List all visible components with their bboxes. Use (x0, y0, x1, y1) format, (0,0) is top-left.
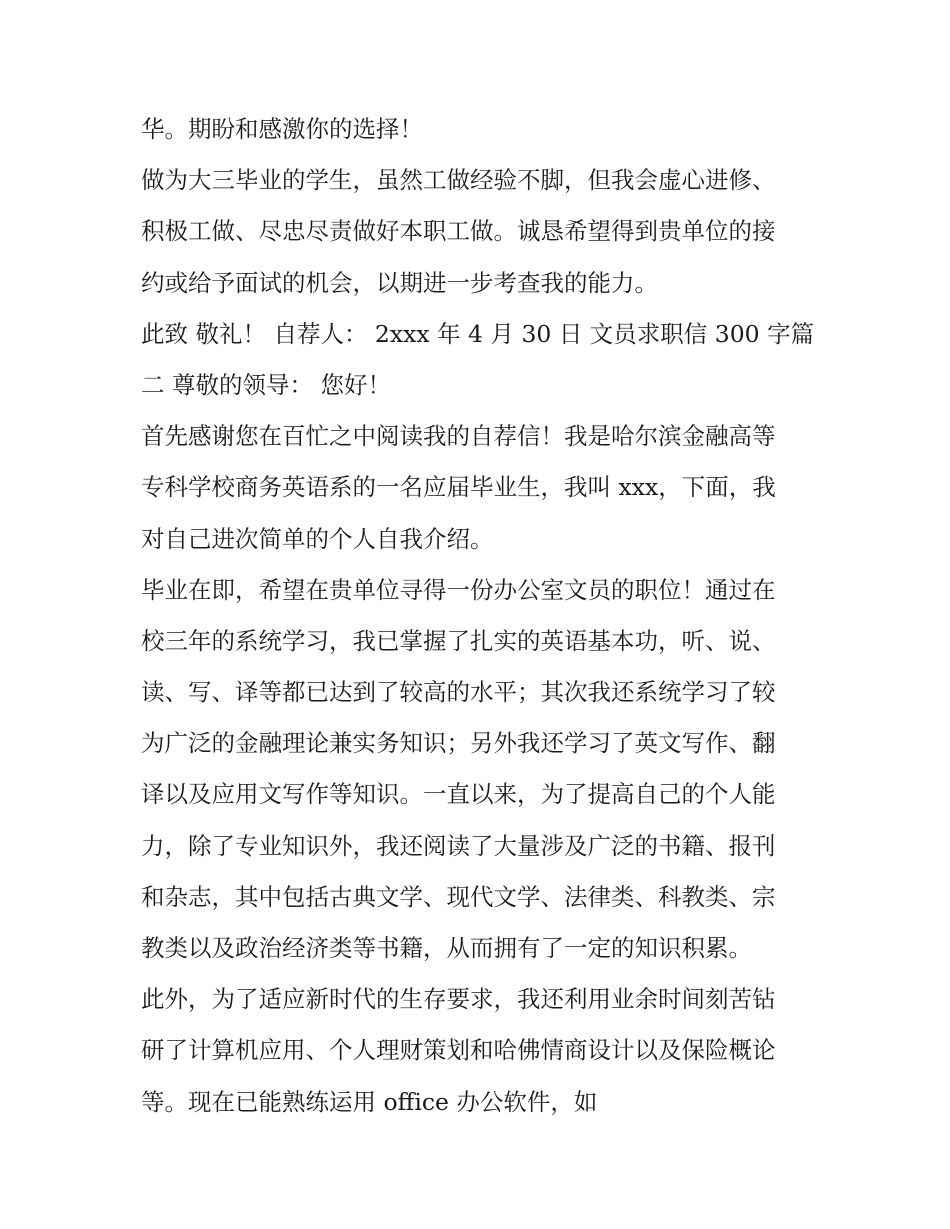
text-line: 毕业在即，希望在贵单位寻得一份办公室文员的职位！通过在 (141, 575, 776, 604)
text-line: 和杂志，其中包括古典文学、现代文学、法律类、科教类、宗 (141, 882, 776, 911)
text-line: 为广泛的金融理论兼实务知识；另外我还学习了英文写作、翻 (141, 729, 776, 758)
text-line: 积极工做、尽忠尽责做好本职工做。诚恳希望得到贵单位的接 (141, 217, 776, 246)
text-line: 华。期盼和感激你的选择！ (141, 115, 423, 143)
text-line: 做为大三毕业的学生，虽然工做经验不脚，但我会虚心进修、 (141, 166, 776, 195)
text-line: 约或给予面试的机会，以期进一步考查我的能力。 (141, 268, 658, 297)
text-line: 读、写、译等都已达到了较高的水平；其次我还系统学习了较 (141, 678, 776, 707)
text-line: 专科学校商务英语系的一名应届毕业生，我叫 xxx，下面，我 (141, 473, 776, 502)
text-line: 译以及应用文写作等知识。一直以来，为了提高自己的个人能 (141, 780, 776, 809)
text-line: 此致 敬礼！ 自荐人： 2xxx 年 4 月 30 日 文员求职信 300 字篇 (141, 319, 815, 348)
text-line: 首先感谢您在百忙之中阅读我的自荐信！我是哈尔滨金融高等 (141, 422, 776, 451)
text-line: 校三年的系统学习，我已掌握了扎实的英语基本功，听、说、 (141, 626, 776, 655)
letter-body (141, 104, 821, 1128)
text-line: 等。现在已能熟练运用 office 办公软件，如 (141, 1087, 598, 1116)
text-line: 研了计算机应用、个人理财策划和哈佛情商设计以及保险概论 (141, 1036, 776, 1065)
text-line: 对自己进次简单的个人自我介绍。 (141, 524, 494, 553)
text-line: 教类以及政治经济类等书籍，从而拥有了一定的知识积累。 (141, 934, 752, 962)
text-line: 力，除了专业知识外，我还阅读了大量涉及广泛的书籍、报刊 (141, 831, 776, 860)
text-line: 二 尊敬的领导： 您好！ (141, 370, 391, 399)
text-line: 此外，为了适应新时代的生存要求，我还利用业余时间刻苦钻 (141, 985, 776, 1014)
